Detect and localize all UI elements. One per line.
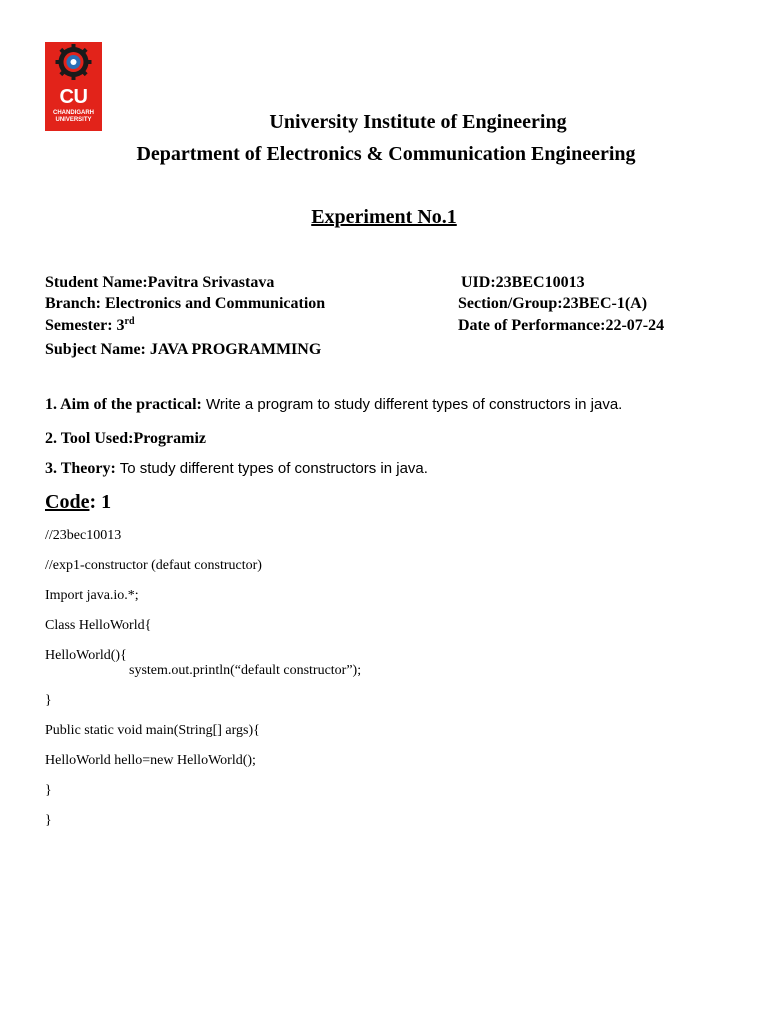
logo-line-1: CHANDIGARH — [53, 110, 94, 116]
logo-line-2: UNIVERSITY — [55, 117, 92, 123]
code-line: Import java.io.*; — [45, 588, 139, 603]
institute-title: University Institute of Engineering — [269, 111, 567, 133]
student-name: Student Name:Pavitra Srivastava — [45, 274, 275, 291]
semester-suffix: rd — [124, 316, 135, 327]
semester-label: Semester: 3 — [45, 317, 125, 334]
aim-label: 1. Aim of the practical: — [45, 396, 202, 413]
aim-section — [45, 395, 622, 415]
experiment-title: Experiment No.1 — [311, 206, 457, 228]
student-section: Section/Group:23BEC-1(A) — [458, 295, 648, 312]
student-uid: UID:23BEC10013 — [461, 274, 585, 291]
code-line: //exp1-constructor (defaut constructor) — [45, 558, 262, 573]
code-line: HelloWorld(){ — [45, 648, 127, 663]
code-heading-label: Code — [45, 491, 90, 513]
gear-emblem-icon — [45, 42, 102, 88]
tool-section — [45, 429, 206, 449]
subject-name: Subject Name: JAVA PROGRAMMING — [45, 341, 322, 358]
code-line: } — [45, 783, 52, 798]
code-line: system.out.println(“default constructor”); — [129, 663, 362, 678]
code-line: HelloWorld hello=new HelloWorld(); — [45, 753, 256, 768]
date-of-performance: Date of Performance:22-07-24 — [458, 317, 665, 334]
student-semester — [45, 316, 135, 336]
student-branch: Branch: Electronics and Communication — [45, 295, 326, 312]
theory-label: 3. Theory: — [45, 460, 116, 477]
aim-text: Write a program to study different types of constructors in java. — [201, 396, 623, 413]
department-title: Department of Electronics & Communication Engineering — [136, 143, 636, 165]
theory-text: To study different types of constructors in java. — [115, 460, 428, 477]
theory-section — [45, 459, 428, 479]
code-heading-number: : 1 — [89, 491, 112, 513]
code-line: //23bec10013 — [45, 528, 122, 543]
code-line: Public static void main(String[] args){ — [45, 723, 260, 738]
tool-label: 2. Tool Used:Programiz — [45, 430, 207, 447]
code-line: Class HelloWorld{ — [45, 618, 152, 633]
code-line: } — [45, 693, 52, 708]
code-line: } — [45, 813, 52, 828]
code-heading — [45, 490, 111, 514]
logo-abbreviation: CU — [59, 86, 88, 108]
